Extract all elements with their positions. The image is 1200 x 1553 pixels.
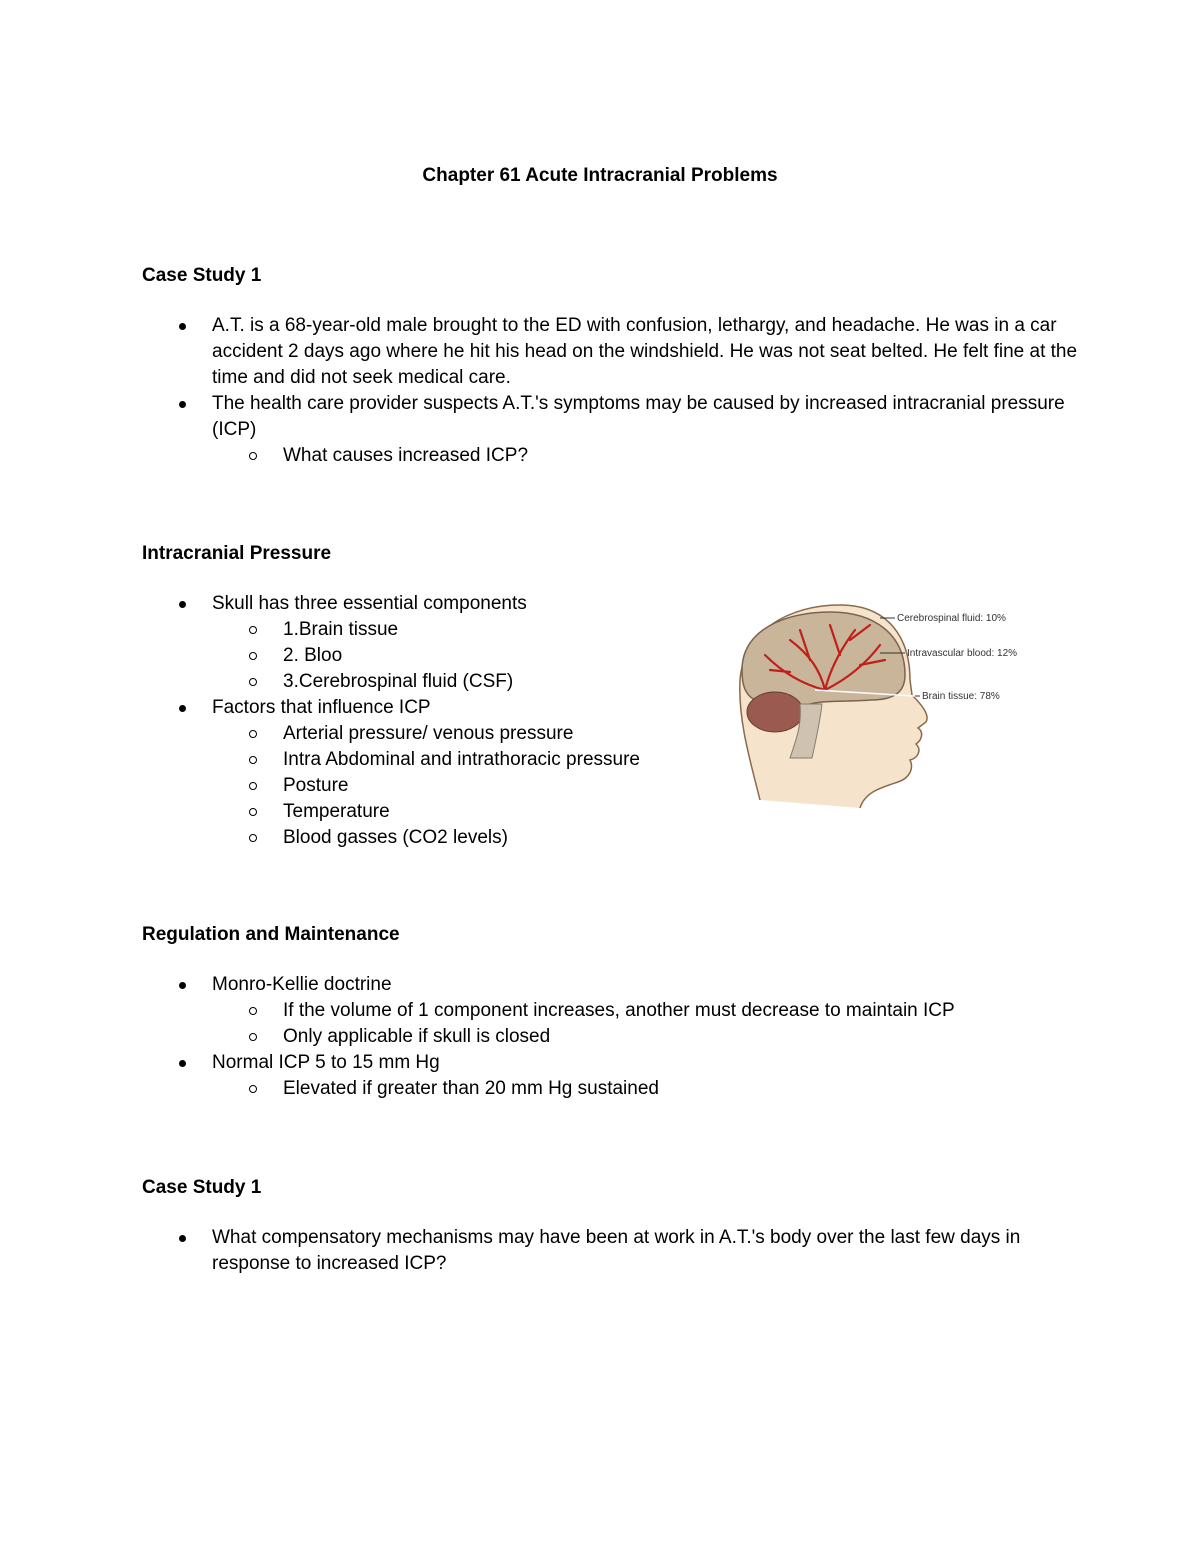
list-item: Posture — [142, 773, 702, 799]
regulation-section — [142, 922, 1102, 1102]
section-heading: Regulation and Maintenance — [142, 924, 400, 945]
list-item: Monro-Kellie doctrine — [142, 972, 1102, 998]
section-heading: Case Study 1 — [142, 1177, 262, 1198]
label-csf: Cerebrospinal fluid: 10% — [897, 613, 1006, 624]
page-title: Chapter 61 Acute Intracranial Problems — [422, 165, 778, 186]
list-item: Normal ICP 5 to 15 mm Hg — [142, 1050, 1102, 1076]
list-item: Arterial pressure/ venous pressure — [142, 721, 702, 747]
section-heading: Case Study 1 — [142, 265, 262, 286]
list-item: What causes increased ICP? — [142, 443, 1102, 469]
cerebellum — [747, 692, 803, 732]
bullet-list — [142, 313, 1102, 469]
brain-shape — [742, 612, 905, 706]
list-item: Factors that influence ICP — [142, 695, 702, 721]
label-brain-tissue: Brain tissue: 78% — [922, 691, 1000, 702]
list-item: 2. Bloo — [142, 643, 702, 669]
list-item: Blood gasses (CO2 levels) — [142, 825, 702, 851]
bullet-list — [142, 1225, 1102, 1277]
list-item: Skull has three essential components — [142, 591, 702, 617]
case-study-1-followup-section — [142, 1175, 1102, 1277]
bullet-list — [142, 591, 702, 851]
list-item: The health care provider suspects A.T.'s symptoms may be caused by increased intracranial pressure (ICP) — [142, 391, 1102, 443]
case-study-1-section — [142, 263, 1102, 469]
bullet-list — [142, 972, 1102, 1102]
intracranial-pressure-section — [142, 541, 702, 851]
list-item: Only applicable if skull is closed — [142, 1024, 1102, 1050]
label-blood: Intravascular blood: 12% — [907, 648, 1018, 659]
list-item: Temperature — [142, 799, 702, 825]
list-item: A.T. is a 68-year-old male brought to the ED with confusion, lethargy, and headache. He was in a car accident 2 days ago where he hit his head on the windshield. He was not seat belted. He felt fine at the time and did not seek medical care. — [142, 313, 1102, 391]
list-item: 3.Cerebrospinal fluid (CSF) — [142, 669, 702, 695]
list-item: Intra Abdominal and intrathoracic pressure — [142, 747, 702, 773]
brain-illustration — [730, 600, 1030, 815]
list-item: If the volume of 1 component increases, another must decrease to maintain ICP — [142, 998, 1102, 1024]
list-item: Elevated if greater than 20 mm Hg sustained — [142, 1076, 1102, 1102]
list-item: 1.Brain tissue — [142, 617, 702, 643]
list-item: What compensatory mechanisms may have been at work in A.T.'s body over the last few days in response to increased ICP? — [142, 1225, 1102, 1277]
section-heading: Intracranial Pressure — [142, 543, 332, 564]
brain-diagram — [730, 600, 1030, 815]
